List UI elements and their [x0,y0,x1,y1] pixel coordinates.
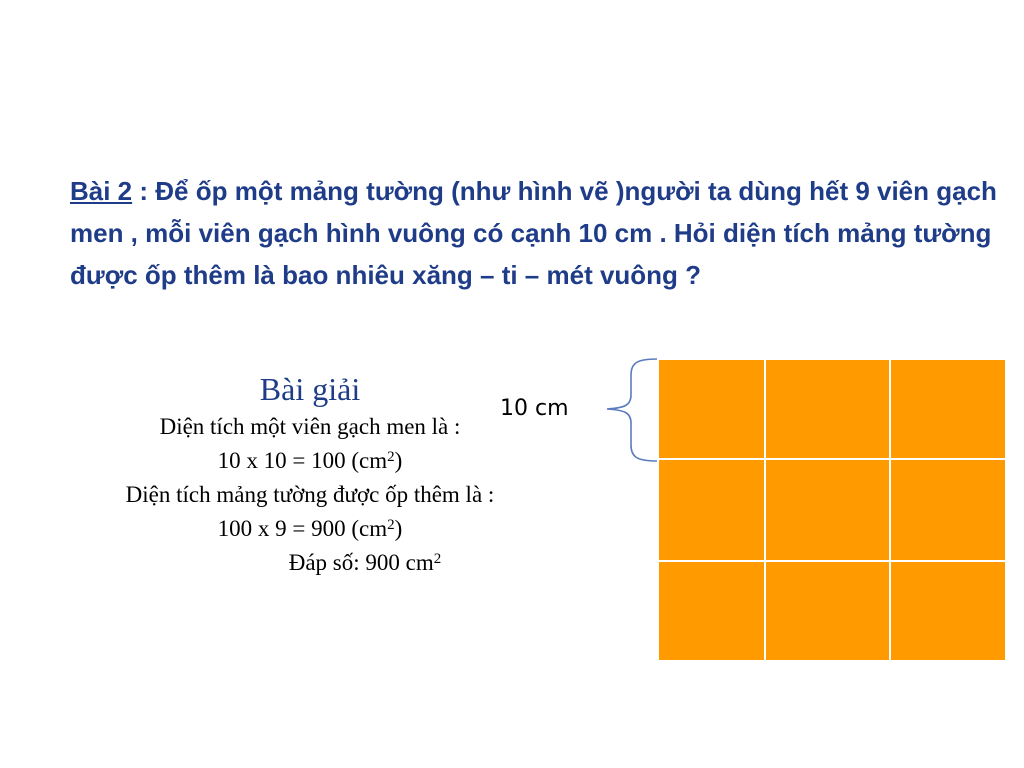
solution-line-4 [60,512,560,546]
tile [658,459,765,561]
tile [890,561,1006,661]
solution-line-1: Diện tích một viên gạch men là : [159,414,461,439]
solution-line-2 [60,444,560,478]
problem-statement [70,170,1000,296]
calc-2-exponent: 2 [387,517,395,533]
tile [890,359,1006,459]
calc-1-text: 10 x 10 = 100 (cm [217,448,388,473]
tile [765,561,890,661]
solution-answer [60,546,560,580]
curly-brace-icon [595,355,665,465]
tile [765,459,890,561]
solution-block [60,368,560,580]
tile [765,359,890,459]
calc-2-close: ) [394,516,403,541]
side-length-label: 10 cm [500,396,569,421]
solution-title: Bài giải [259,371,361,407]
answer-exponent: 2 [433,551,442,567]
tile [890,459,1006,561]
calc-1-exponent: 2 [387,449,395,465]
tile [658,359,765,459]
tile-grid [658,359,1006,661]
calc-1-close: ) [394,448,403,473]
solution-line-3: Diện tích mảng tường được ốp thêm là : [125,482,495,507]
tile [658,561,765,661]
calc-2-text: 100 x 9 = 900 (cm [217,516,388,541]
answer-text: Đáp số: 900 cm [288,550,434,575]
problem-label: Bài 2 [70,176,133,206]
problem-text: : Để ốp một mảng tường (như hình vẽ )người ta dùng hết 9 viên gạch men , mỗi viên gạch hình vuông có cạnh 10 cm . Hỏi diện tích mảng tường được ốp thêm là bao nhiêu xăng – ti – mét vuông ? [70,176,997,290]
